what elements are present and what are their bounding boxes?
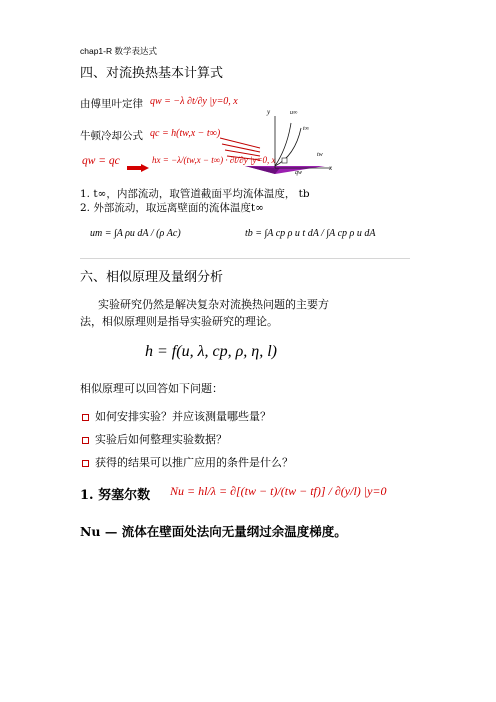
balance-formula: qw = qc <box>82 155 120 167</box>
section-divider <box>80 258 410 259</box>
section-six-heading: 六、相似原理及量纲分析 <box>80 270 224 285</box>
item-external-flow: 2. 外部流动，取远离壁面的流体温度t∞ <box>80 202 264 214</box>
checkbox-icon <box>82 460 89 467</box>
questions-intro: 相似原理可以回答如下问题： <box>80 382 223 395</box>
nusselt-definition: Nu — 流体在壁面处法向无量纲过余温度梯度。 <box>80 524 347 539</box>
diagram-label-y: y <box>267 108 271 116</box>
checkbox-icon <box>82 414 89 421</box>
question-item: 实验后如何整理实验数据？ <box>82 431 227 447</box>
diagram-label-qw: qw <box>295 170 303 176</box>
fourier-law-label: 由傅里叶定律 <box>80 98 143 110</box>
question-item: 获得的结果可以推广应用的条件是什么？ <box>82 454 293 470</box>
nusselt-label: 1. 努塞尔数 <box>80 488 151 503</box>
document-header: chap1-R 数学表达式 <box>80 46 157 56</box>
newton-formula: qc = h(tw,x − t∞) <box>150 128 221 139</box>
intro-line-1: 实验研究仍然是解决复杂对流换热问题的主要方 <box>98 298 329 311</box>
diagram-label-x: x <box>329 164 333 172</box>
newton-cooling-label: 牛顿冷却公式 <box>80 130 143 142</box>
item-internal-flow: 1. t∞，内部流动，取管道截面平均流体温度， tb <box>80 188 310 200</box>
nusselt-formula: Nu = hl/λ = ∂[(tw − t)/(tw − tf)] / ∂(y/l) |y=0 <box>170 484 387 498</box>
um-formula: um = ∫A ρu dA / (ρ Ac) <box>90 228 181 239</box>
intro-line-2: 法，相似原理则是指导实验研究的理论。 <box>80 315 278 328</box>
checkbox-icon <box>82 437 89 444</box>
hx-formula: hx = −λ/(tw,x − t∞) · ∂t/∂y |y=0, x <box>152 155 276 165</box>
diagram-label-tw: tw <box>317 152 323 158</box>
function-formula: h = f(u, λ, cp, ρ, η, l) <box>145 343 277 360</box>
tb-formula: tb = ∫A cp ρ u t dA / ∫A cp ρ u dA <box>245 228 376 239</box>
section-four-heading: 四、对流换热基本计算式 <box>80 66 224 81</box>
question-item: 如何安排实验？并应该测量哪些量？ <box>82 408 271 424</box>
arrow-right-icon <box>127 157 149 165</box>
boundary-layer-diagram <box>205 108 335 178</box>
fourier-formula: qw = −λ ∂t/∂y |y=0, x <box>150 96 238 107</box>
diagram-label-u-inf: u∞ <box>290 110 298 116</box>
diagram-label-t-inf: t∞ <box>303 126 309 132</box>
